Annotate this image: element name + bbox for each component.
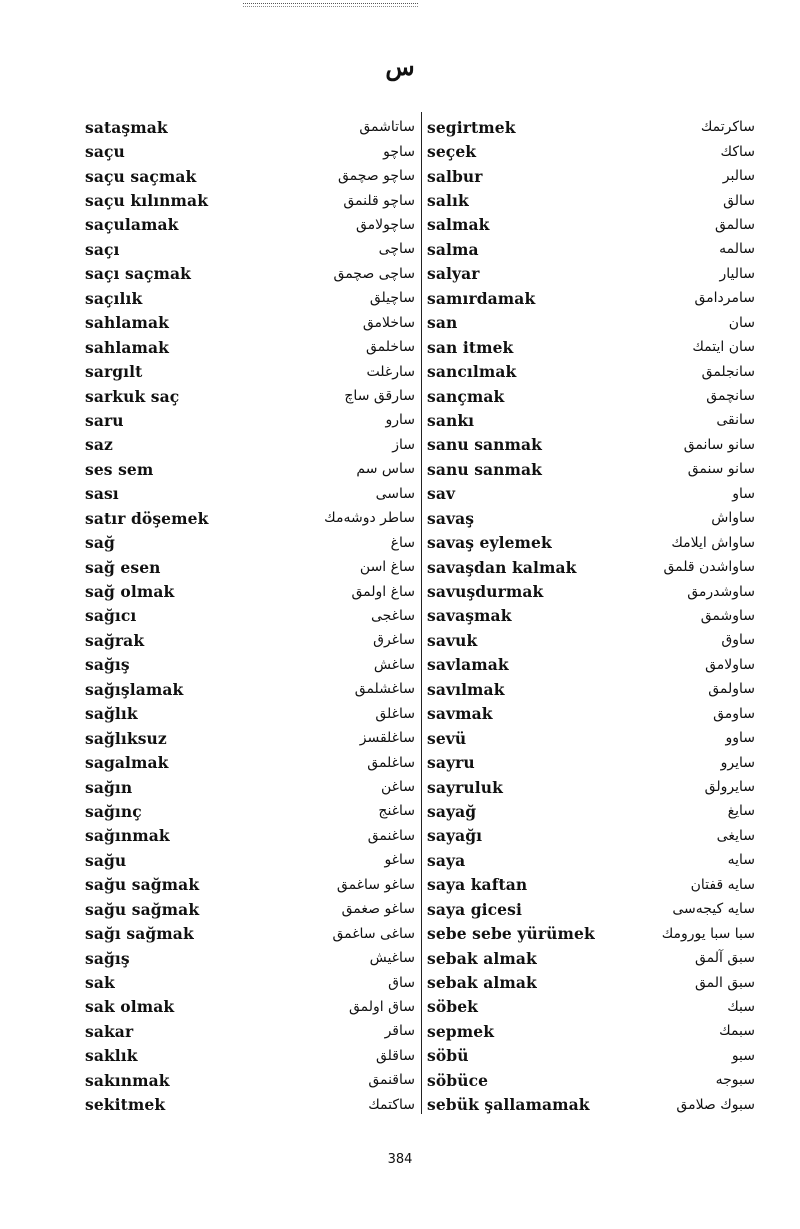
dictionary-entry [427,702,755,726]
entry-arabic-script: ساومق [713,705,755,722]
dictionary-entry [427,359,755,383]
entry-arabic-script: ساق [388,974,415,991]
dictionary-entry [427,653,755,677]
entry-latin-headword: savaş [427,508,475,528]
page-number: 384 [387,1152,413,1167]
entry-arabic-script: سبوك صلامق [676,1096,755,1113]
dictionary-entry [85,262,415,286]
dictionary-entry [427,213,755,237]
entry-latin-headword: sağınmak [85,826,170,846]
entry-latin-headword: sası [85,484,119,504]
entry-arabic-script: سبق آلمق [694,950,755,967]
dictionary-entry [85,408,415,432]
right-column [427,115,755,1117]
entry-arabic-script: ساغو صغمق [341,901,415,918]
dictionary-entry [85,482,415,506]
entry-latin-headword: saçılık [85,288,143,308]
entry-latin-headword: saçulamak [85,215,179,235]
dictionary-entry [85,164,415,188]
dictionary-entry [427,286,755,310]
entry-arabic-script: ساغش [373,656,415,673]
entry-latin-headword: saçu saçmak [85,166,197,186]
entry-arabic-script: سبوجه [715,1072,755,1089]
entry-arabic-script: ساقر [384,1023,415,1040]
entry-latin-headword: sağı sağmak [85,924,194,944]
entry-latin-headword: sağıcı [85,606,137,626]
entry-arabic-script: ساوشمق [700,607,755,624]
entry-latin-headword: satır döşemek [85,508,209,528]
dictionary-entry [85,335,415,359]
dictionary-entry [427,433,755,457]
entry-arabic-script: سارو [385,412,415,429]
entry-arabic-script: ساق اولمق [349,998,415,1015]
entry-latin-headword: ses sem [85,459,154,479]
entry-arabic-script: سانجلمق [701,363,755,380]
dictionary-entry [85,1019,415,1043]
dictionary-entry [85,359,415,383]
entry-arabic-script: ساچی [378,241,415,258]
entry-arabic-script: سبمك [719,1023,755,1040]
entry-arabic-script: ساچو قلنمق [343,192,415,209]
entry-latin-headword: sebak almak [427,948,537,968]
entry-latin-headword: sağlık [85,704,138,724]
entry-arabic-script: ساچو [383,143,415,160]
dictionary-entry [85,897,415,921]
dictionary-entry [427,1068,755,1092]
entry-arabic-script: ساوو [725,730,755,747]
entry-latin-headword: sav [427,484,456,504]
entry-arabic-script: سایه [727,852,755,869]
dictionary-entry [85,604,415,628]
entry-latin-headword: söbüce [427,1070,489,1090]
entry-latin-headword: sagalmak [85,753,169,773]
entry-latin-headword: sak [85,973,115,993]
entry-latin-headword: sargılt [85,362,143,382]
entry-arabic-script: ساس سم [356,461,415,478]
entry-arabic-script: سالق [723,192,755,209]
entry-latin-headword: sekitmek [85,1095,166,1115]
entry-latin-headword: sebe sebe yürümek [427,924,595,944]
entry-arabic-script: سایغی [716,827,755,844]
entry-latin-headword: saklık [85,1046,138,1066]
entry-arabic-script: سایغ [727,803,755,820]
dictionary-entry [85,848,415,872]
entry-arabic-script: ساقلق [376,1047,415,1064]
entry-latin-headword: samırdamak [427,288,536,308]
entry-arabic-script: ساغ [390,534,415,551]
entry-latin-headword: sağu sağmak [85,875,200,895]
dictionary-entry [85,188,415,212]
dictionary-entry [85,946,415,970]
entry-arabic-script: ساواش ایلامك [671,534,755,551]
entry-arabic-script: ساقنمق [368,1072,415,1089]
dictionary-entry [427,628,755,652]
entry-latin-headword: sağ esen [85,557,161,577]
entry-latin-headword: sağ olmak [85,582,175,602]
entry-latin-headword: san [427,313,458,333]
entry-latin-headword: savaşdan kalmak [427,557,577,577]
entry-arabic-script: ساوق [721,632,755,649]
entry-latin-headword: sağış [85,655,130,675]
dictionary-entry [85,237,415,261]
entry-arabic-script: ساچیلق [369,290,415,307]
entry-latin-headword: sağu sağmak [85,899,200,919]
entry-latin-headword: salma [427,239,479,259]
dictionary-entry [427,530,755,554]
entry-latin-headword: salmak [427,215,490,235]
entry-arabic-script: ساو [732,485,755,502]
dictionary-entry [427,384,755,408]
entry-arabic-script: ساغلق [375,705,415,722]
entry-arabic-script: سبك [727,998,755,1015]
dictionary-entry [427,921,755,945]
dictionary-entry [85,824,415,848]
dictionary-entry [85,530,415,554]
dictionary-entry [427,946,755,970]
entry-latin-headword: savılmak [427,679,505,699]
dictionary-entry [427,750,755,774]
entry-latin-headword: sepmek [427,1021,495,1041]
entry-arabic-script: سانقی [716,412,755,429]
entry-arabic-script: ساچولامق [355,216,415,233]
entry-latin-headword: sevü [427,728,467,748]
entry-latin-headword: salyar [427,264,480,284]
section-letter-heading: س [385,52,415,81]
entry-latin-headword: savaş eylemek [427,533,552,553]
dictionary-entry [85,799,415,823]
entry-arabic-script: سارغلت [366,363,415,380]
entry-arabic-script: سالمه [719,241,755,258]
dictionary-entry [427,726,755,750]
entry-latin-headword: sanu sanmak [427,459,543,479]
dictionary-entry [85,311,415,335]
entry-latin-headword: sayağ [427,801,477,821]
dictionary-entry [85,677,415,701]
entry-latin-headword: sağ [85,533,115,553]
dictionary-entry [427,897,755,921]
dictionary-entry [427,970,755,994]
entry-latin-headword: söbek [427,997,479,1017]
dictionary-entry [427,506,755,530]
entry-arabic-script: ساغلقسز [359,730,415,747]
dictionary-entry [85,579,415,603]
entry-arabic-script: ساتاشمق [359,119,415,136]
entry-arabic-script: ساكرتمك [700,119,755,136]
entry-arabic-script: ساغنمق [367,827,415,844]
entry-latin-headword: sağu [85,850,127,870]
entry-latin-headword: sağış [85,948,130,968]
dictionary-entry [427,848,755,872]
entry-latin-headword: sançmak [427,386,505,406]
entry-arabic-script: سان [728,314,755,331]
entry-arabic-script: ساغن [381,779,415,796]
entry-latin-headword: saçı saçmak [85,264,191,284]
dictionary-entry [427,457,755,481]
entry-latin-headword: sağlıksuz [85,728,167,748]
entry-arabic-script: سالبر [722,168,755,185]
dictionary-entry [427,579,755,603]
dictionary-entry [85,873,415,897]
entry-arabic-script: ساغو ساغمق [336,876,415,893]
entry-arabic-script: سالیار [719,265,755,282]
entry-arabic-script: ساغو [384,852,415,869]
dictionary-entry [85,1093,415,1117]
dictionary-entry [427,139,755,163]
dictionary-entry [427,482,755,506]
dictionary-entry [85,921,415,945]
entry-latin-headword: sakar [85,1021,134,1041]
dictionary-entry [85,970,415,994]
entry-arabic-script: ساسی [375,485,415,502]
dictionary-entry [85,726,415,750]
entry-latin-headword: saçı [85,239,120,259]
entry-arabic-script: ساغجی [370,607,415,624]
entry-arabic-script: ساخلامق [362,314,415,331]
dictionary-entry [427,237,755,261]
entry-latin-headword: sanu sanmak [427,435,543,455]
entry-arabic-script: سالمق [714,216,755,233]
dictionary-entry [427,115,755,139]
dictionary-entry [427,408,755,432]
entry-arabic-script: سبا سبا یورومك [661,925,755,942]
dictionary-entry [85,628,415,652]
entry-arabic-script: ساواش [711,510,755,527]
entry-latin-headword: savuşdurmak [427,582,544,602]
dictionary-entry [427,311,755,335]
dictionary-entry [85,115,415,139]
entry-latin-headword: sağışlamak [85,679,184,699]
dictionary-entry [85,653,415,677]
entry-arabic-script: ساچو صچمق [337,168,415,185]
dictionary-entry [427,824,755,848]
dictionary-entry [85,555,415,579]
entry-arabic-script: ساغ اسن [359,559,415,576]
entry-latin-headword: sahlamak [85,337,169,357]
entry-latin-headword: sağrak [85,630,145,650]
dictionary-entry [427,164,755,188]
entry-arabic-script: ساكتمك [368,1096,415,1113]
entry-arabic-script: ساكك [720,143,755,160]
column-divider [421,112,422,1114]
entry-latin-headword: sebak almak [427,973,537,993]
entry-latin-headword: saçu kılınmak [85,191,209,211]
entry-arabic-script: ساچی صچمق [333,265,415,282]
entry-latin-headword: saru [85,410,124,430]
entry-arabic-script: ساغ اولمق [351,583,415,600]
dictionary-entry [427,188,755,212]
entry-latin-headword: sayruluk [427,777,503,797]
entry-latin-headword: sak olmak [85,997,175,1017]
entry-arabic-script: ساوشدرمق [687,583,755,600]
entry-arabic-script: سایه قفتان [690,876,755,893]
entry-arabic-script: سانو سنمق [687,461,755,478]
entry-latin-headword: savaşmak [427,606,512,626]
entry-latin-headword: söbü [427,1046,469,1066]
entry-latin-headword: sayru [427,753,475,773]
entry-latin-headword: sancılmak [427,362,517,382]
entry-latin-headword: sarkuk saç [85,386,180,406]
entry-latin-headword: sataşmak [85,117,168,137]
dictionary-entry [427,799,755,823]
dictionary-entry [85,384,415,408]
entry-arabic-script: سامردامق [694,290,755,307]
dictionary-entry [85,213,415,237]
entry-latin-headword: saz [85,435,113,455]
entry-latin-headword: saya gicesi [427,899,522,919]
entry-latin-headword: saya kaftan [427,875,528,895]
dictionary-entry [427,1093,755,1117]
entry-arabic-script: سایرو [720,754,755,771]
left-column [85,115,415,1117]
entry-arabic-script: ساخلمق [365,339,415,356]
top-edge-rule [243,3,418,7]
dictionary-entry [427,604,755,628]
entry-arabic-script: سان ایتمك [692,339,755,356]
entry-arabic-script: ساغشلمق [354,681,415,698]
dictionary-entry [85,1044,415,1068]
entry-arabic-script: ساطر دوشه‌مك [324,510,415,527]
entry-arabic-script: ساواشدن قلمق [663,559,755,576]
entry-latin-headword: savmak [427,704,493,724]
dictionary-entry [85,139,415,163]
entry-latin-headword: sağınç [85,801,142,821]
entry-latin-headword: segirtmek [427,117,516,137]
dictionary-entry [427,775,755,799]
entry-arabic-script: ساغلمق [367,754,415,771]
entry-arabic-script: سایه کیجه‌سی [672,901,755,918]
entry-arabic-script: ساغنج [378,803,415,820]
dictionary-entry [427,1019,755,1043]
dictionary-entry [427,677,755,701]
dictionary-entry [85,506,415,530]
dictionary-entry [427,262,755,286]
dictionary-entry [85,702,415,726]
entry-arabic-script: سایرولق [704,779,755,796]
dictionary-entry [85,750,415,774]
entry-arabic-script: سانچمق [706,388,755,405]
dictionary-entry [427,873,755,897]
dictionary-entry [85,1068,415,1092]
dictionary-entry [427,995,755,1019]
entry-arabic-script: ساولامق [705,656,755,673]
dictionary-entry [85,433,415,457]
dictionary-entry [427,555,755,579]
entry-arabic-script: ساغرق [373,632,415,649]
dictionary-entry [427,1044,755,1068]
entry-latin-headword: salık [427,191,469,211]
entry-latin-headword: sahlamak [85,313,169,333]
entry-latin-headword: sankı [427,410,475,430]
entry-latin-headword: sakınmak [85,1070,170,1090]
dictionary-entry [85,775,415,799]
entry-arabic-script: ساز [392,436,415,453]
entry-latin-headword: sayağı [427,826,483,846]
entry-latin-headword: sağın [85,777,133,797]
dictionary-entry [427,335,755,359]
entry-latin-headword: savuk [427,630,478,650]
entry-arabic-script: سانو سانمق [683,436,755,453]
entry-arabic-script: سبق المق [694,974,755,991]
entry-arabic-script: ساولمق [708,681,755,698]
entry-latin-headword: salbur [427,166,483,186]
dictionary-entry [85,995,415,1019]
entry-arabic-script: سارقق ساچ [344,388,415,405]
entry-latin-headword: savlamak [427,655,509,675]
entry-latin-headword: seçek [427,142,477,162]
entry-arabic-script: ساغیش [369,950,415,967]
entry-arabic-script: ساغی ساغمق [332,925,415,942]
dictionary-entry [85,457,415,481]
entry-latin-headword: san itmek [427,337,514,357]
entry-latin-headword: sebük şallamamak [427,1095,590,1115]
entry-latin-headword: saçu [85,142,125,162]
dictionary-entry [85,286,415,310]
entry-latin-headword: saya [427,850,466,870]
entry-arabic-script: سبو [731,1047,755,1064]
